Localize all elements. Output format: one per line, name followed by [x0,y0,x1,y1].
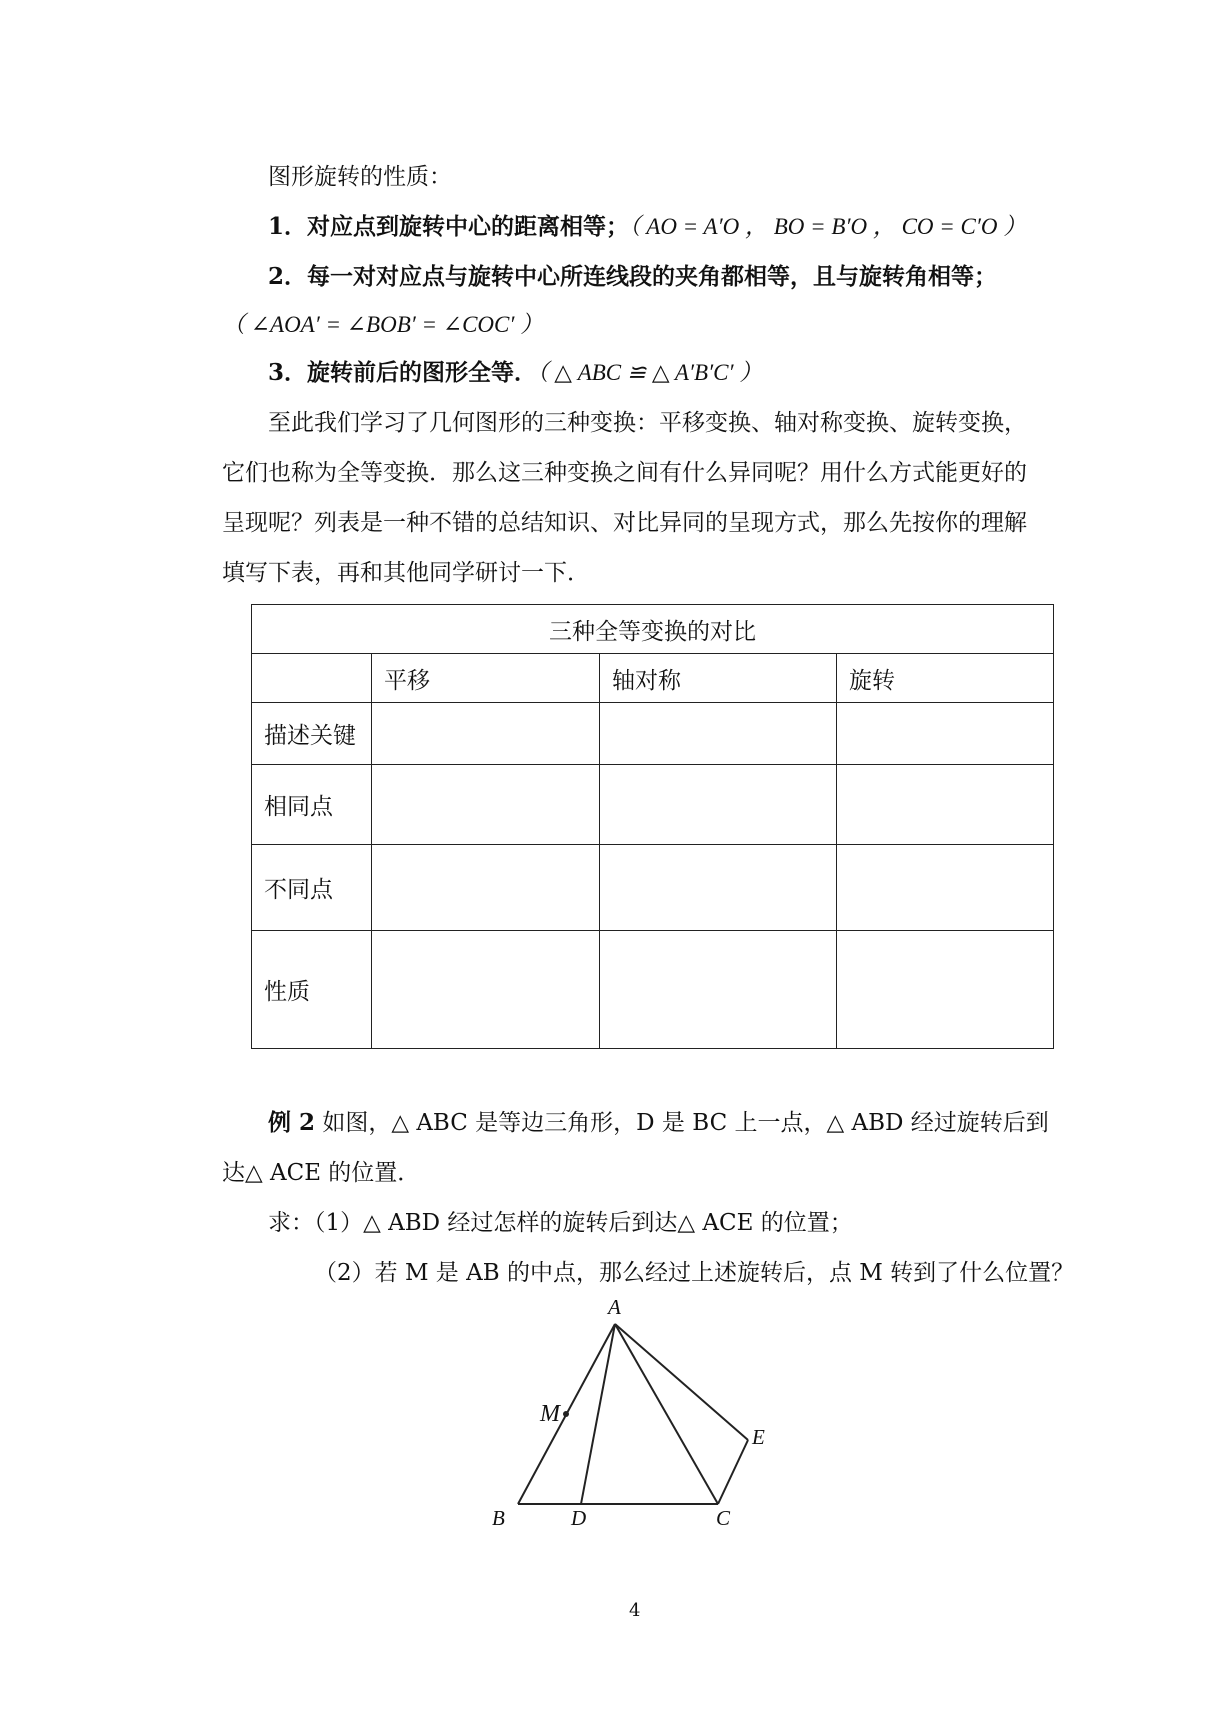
table-header-reflection: 轴对称 [600,654,837,703]
table-row [252,703,1054,765]
label-B: B [492,1506,505,1530]
property-2-math: （ ∠AOA′ = ∠BOB′ = ∠COC′ ） [222,312,544,337]
example-label: 例 2 [268,1109,316,1136]
table-cell[interactable] [372,765,600,845]
table-cell[interactable] [837,703,1054,765]
segment-AC [615,1324,718,1504]
property-1-math: （ AO = A′O ， BO = B′O ， CO = C′O ） [629,214,1027,239]
label-E: E [752,1425,765,1449]
property-1-number: 1． [268,213,308,240]
table-cell[interactable] [837,765,1054,845]
property-2-text: 每一对对应点与旋转中心所连线段的夹角都相等，且与旋转角相等； [307,263,998,290]
row-label-similarities: 相同点 [252,765,372,845]
comparison-table [251,604,1054,1049]
table-title: 三种全等变换的对比 [252,605,1054,654]
triangle-diagram [480,1290,780,1540]
property-1-text: 对应点到旋转中心的距离相等； [307,213,630,240]
table-cell[interactable] [600,765,837,845]
row-label-description: 描述关键 [252,703,372,765]
table-header-rotation: 旋转 [837,654,1054,703]
property-3 [268,358,762,388]
example-statement: 如图，△ ABC 是等边三角形，D 是 BC 上一点，△ ABD 经过旋转后到 [322,1110,1049,1136]
segment-CE [718,1440,748,1504]
table-row [252,845,1054,931]
example-line-1 [268,1108,1049,1138]
table-cell[interactable] [837,845,1054,931]
table-header-translation: 平移 [372,654,600,703]
label-C: C [716,1506,731,1530]
table-cell[interactable] [837,931,1054,1049]
paragraph-line-3: 呈现呢？列表是一种不错的总结知识、对比异同的呈现方式，那么先按你的理解 [222,510,1027,536]
property-2-number: 2． [268,263,308,290]
table-cell[interactable] [372,931,600,1049]
table-cell[interactable] [372,703,600,765]
paragraph-line-2: 它们也称为全等变换．那么这三种变换之间有什么异同呢？用什么方式能更好的 [222,460,1027,486]
section-heading: 图形旋转的性质： [268,164,452,190]
example-line-2: 达△ ACE 的位置． [222,1160,421,1186]
row-label-differences: 不同点 [252,845,372,931]
table-row [252,931,1054,1049]
table-cell[interactable] [600,931,837,1049]
paragraph-line-1: 至此我们学习了几何图形的三种变换：平移变换、轴对称变换、旋转变换， [268,410,1027,436]
point-M-dot [563,1411,569,1417]
property-2 [268,262,997,292]
question-1: 求：（1）△ ABD 经过怎样的旋转后到达△ ACE 的位置； [268,1210,853,1236]
row-label-properties: 性质 [252,931,372,1049]
label-D: D [571,1506,587,1530]
label-M: M [540,1401,560,1427]
paragraph-line-4: 填写下表，再和其他同学研讨一下． [222,560,590,586]
table-cell[interactable] [600,845,837,931]
question-2: （2）若 M 是 AB 的中点，那么经过上述旋转后，点 M 转到了什么位置？ [314,1260,1075,1286]
table-cell[interactable] [372,845,600,931]
property-3-number: 3． [268,359,308,386]
table-row [252,765,1054,845]
table-header-empty [252,654,372,703]
segment-AE [615,1324,748,1440]
segment-AD [581,1324,615,1504]
property-3-text: 旋转前后的图形全等． [307,359,538,386]
table-header-row [252,654,1054,703]
property-1 [268,212,1026,242]
table-cell[interactable] [600,703,837,765]
label-A: A [608,1295,621,1319]
page-number: 4 [629,1600,641,1621]
property-3-math: （ △ ABC ≌ △ A′B′C′ ） [537,360,763,385]
